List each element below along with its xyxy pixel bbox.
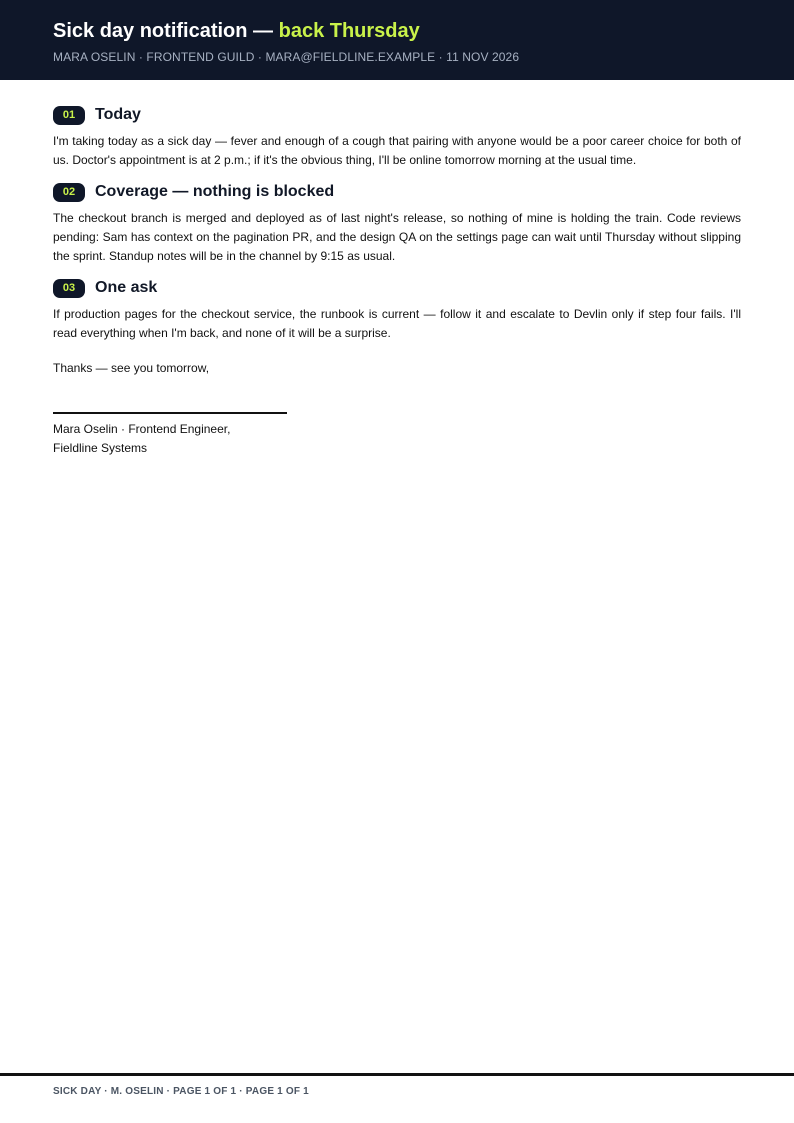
footer-text: SICK DAY · M. OSELIN · PAGE 1 OF 1 · PAGE 1 OF 1: [53, 1086, 309, 1097]
header-meta: MARA OSELIN · FRONTEND GUILD · MARA@FIELDLINE.EXAMPLE · 11 NOV 2026: [53, 50, 520, 64]
section-one-ask: [53, 277, 741, 343]
signature-rule: [53, 412, 287, 414]
section-today: [53, 104, 741, 170]
section-paragraph: The checkout branch is merged and deployed as of last night's release, so nothing of mine is holding the train. Code reviews pending: Sam has context on the pagination PR, and the design QA on the settings page can wait until Thursday without slipping the sprint. Standup notes will be in the channel by 9:15 as usual.: [53, 211, 741, 263]
footer-rule: [0, 1073, 794, 1076]
section-heading: [53, 104, 741, 126]
section-paragraph: If production pages for the checkout service, the runbook is current — follow it and escalate to Devlin only if step four fails. I'll read everything when I'm back, and none of it will be a surprise.: [53, 307, 741, 340]
section-title: One ask: [95, 279, 158, 296]
signature-name: Mara Oselin · Frontend Engineer, Fieldline Systems: [53, 422, 231, 455]
title-accent: back Thursday: [278, 20, 420, 42]
section-heading: [53, 277, 741, 299]
section-number-badge: 01: [53, 106, 85, 125]
section-number-badge: 02: [53, 183, 85, 202]
title-main: Sick day notification —: [53, 20, 279, 42]
section-number-badge: 03: [53, 279, 85, 298]
section-heading: [53, 181, 741, 203]
closing-line: Thanks — see you tomorrow,: [53, 361, 210, 375]
section-title: Today: [95, 106, 141, 123]
section-title: Coverage — nothing is blocked: [95, 183, 335, 200]
page-title: [53, 18, 741, 44]
page-header: [0, 0, 794, 80]
section-paragraph: I'm taking today as a sick day — fever and enough of a cough that pairing with anyone would be a poor career choice for both of us. Doctor's appointment is at 2 p.m.; if it's the obvious thing, I'll be online tomorrow morning at the usual time.: [53, 134, 741, 167]
section-coverage: [53, 181, 741, 266]
letter-body: [53, 104, 741, 458]
